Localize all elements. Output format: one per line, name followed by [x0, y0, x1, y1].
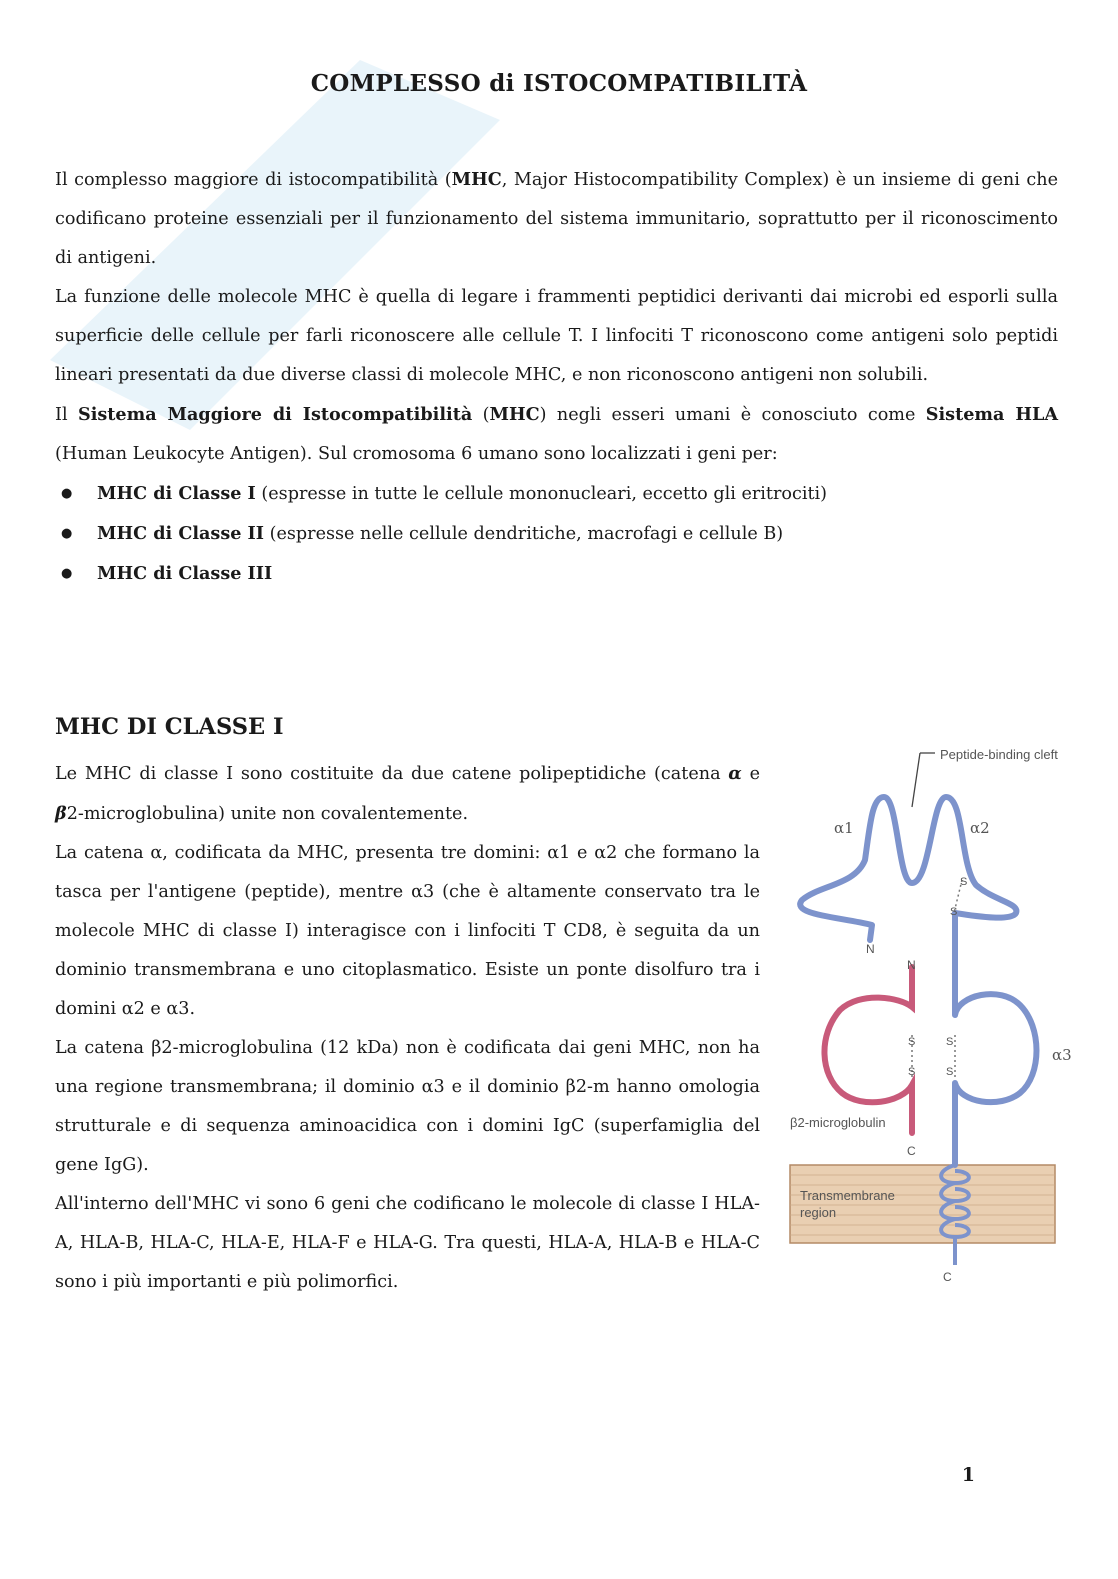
bold-text: Sistema Maggiore di Istocompatibilità: [77, 404, 473, 425]
beta2-n-terminus: N: [907, 958, 916, 972]
bold-text: MHC di Classe I: [97, 483, 256, 504]
alpha3-label: α3: [1052, 1046, 1072, 1064]
alpha1-label: α1: [834, 819, 854, 837]
list-item: [55, 474, 1058, 514]
list-item: [55, 514, 1058, 554]
s-label: S: [946, 1066, 954, 1078]
bold-text: MHC: [451, 169, 502, 190]
bold-text: Sistema HLA: [925, 404, 1058, 425]
text: Il complesso maggiore di istocompatibilità (: [55, 170, 452, 190]
mhc-class-list: [55, 474, 1058, 594]
intro-paragraph-1: [55, 160, 1058, 278]
beta2-microglobulin-chain: [824, 967, 912, 1133]
s-label: S: [950, 906, 958, 918]
alpha-chain: [800, 797, 1036, 1165]
beta2-microglobulin-label: β2-microglobulin: [790, 1115, 886, 1130]
s-label: S: [946, 1036, 954, 1048]
intro-paragraph-3: [55, 395, 1058, 474]
text: Le MHC di classe I sono costituite da due catene polipeptidiche (catena: [55, 764, 729, 784]
transmembrane-label-2: region: [800, 1205, 837, 1220]
text: Il: [55, 405, 78, 425]
section-body: [55, 754, 760, 1302]
s-label: S: [908, 1036, 916, 1048]
alpha-c-terminus: C: [943, 1270, 952, 1284]
alpha-n-terminus: N: [866, 942, 875, 956]
section-paragraph-1: [55, 754, 760, 834]
intro-paragraph-2: La funzione delle molecole MHC è quella di legare i frammenti peptidici derivanti dai microbi ed esporli sulla superficie delle cellule per farli riconoscere alle cellule T. I linfociti T riconoscono come antigeni solo peptidi lineari presentati da due diverse classi di molecole MHC, e non riconoscono antigeni non solubili.: [55, 287, 1058, 385]
beta2-c-terminus: C: [907, 1144, 916, 1158]
list-item: [55, 554, 1058, 594]
text: (espresse nelle cellule dendritiche, macrofagi e cellule B): [264, 524, 784, 544]
section-paragraph-4: All'interno dell'MHC vi sono 6 geni che codificano le molecole di classe I HLA-A, HLA-B, HLA-C, HLA-E, HLA-F e HLA-G. Tra questi, HLA-A, HLA-B e HLA-C sono i più importanti e più polimorfici.: [55, 1194, 760, 1292]
page-title: COMPLESSO di ISTOCOMPATIBILITÀ: [310, 70, 808, 97]
transmembrane-label: Transmembrane: [800, 1188, 895, 1203]
text: 2-microglobulina) unite non covalentemente.: [66, 804, 469, 824]
alpha-symbol: α: [728, 763, 742, 784]
bold-text: MHC: [489, 404, 540, 425]
s-label: S: [908, 1066, 916, 1078]
s-label: S: [960, 876, 968, 888]
section-paragraph-2: La catena α, codificata da MHC, presenta tre domini: α1 e α2 che formano la tasca per l'antigene (peptide), mentre α3 (che è altamente conservato tra le molecole MHC di classe I) interagisce con i linfociti T CD8, è seguita da un dominio transmembrana e uno citoplasmatico. Esiste un ponte disolfuro tra i domini α2 e α3.: [55, 843, 760, 1019]
page-number: 1: [961, 1464, 975, 1486]
section-heading: MHC DI CLASSE I: [55, 714, 284, 740]
cleft-pointer: [912, 753, 920, 807]
text: (: [472, 405, 490, 425]
text: (espresse in tutte le cellule mononucleari, eccetto gli eritrociti): [255, 484, 828, 504]
peptide-cleft-label: Peptide-binding cleft: [940, 747, 1058, 762]
beta-symbol: β: [55, 803, 67, 824]
section-paragraph-3: La catena β2-microglobulina (12 kDa) non è codificata dai geni MHC, non ha una regione transmembrana; il dominio α3 e il dominio β2-m hanno omologia strutturale e di sequenza aminoacidica con i domini IgC (superfamiglia del gene IgG).: [55, 1038, 760, 1175]
text: ) negli esseri umani è conosciuto come: [539, 405, 926, 425]
alpha2-label: α2: [970, 819, 990, 837]
bold-text: MHC di Classe II: [97, 523, 265, 544]
bold-text: MHC di Classe III: [97, 563, 273, 584]
membrane-region: [790, 1165, 1055, 1243]
text: , Major Histocompatibility Complex) è un insieme di geni che codificano proteine essenziali per il funzionamento del sistema immunitario, soprattutto per il riconoscimento di antigeni.: [55, 170, 1058, 268]
mhc-class-i-diagram: [780, 735, 1085, 1290]
text: e: [741, 764, 760, 784]
intro-section: [55, 160, 1058, 594]
text: (Human Leukocyte Antigen). Sul cromosoma 6 umano sono localizzati i geni per:: [55, 444, 778, 464]
